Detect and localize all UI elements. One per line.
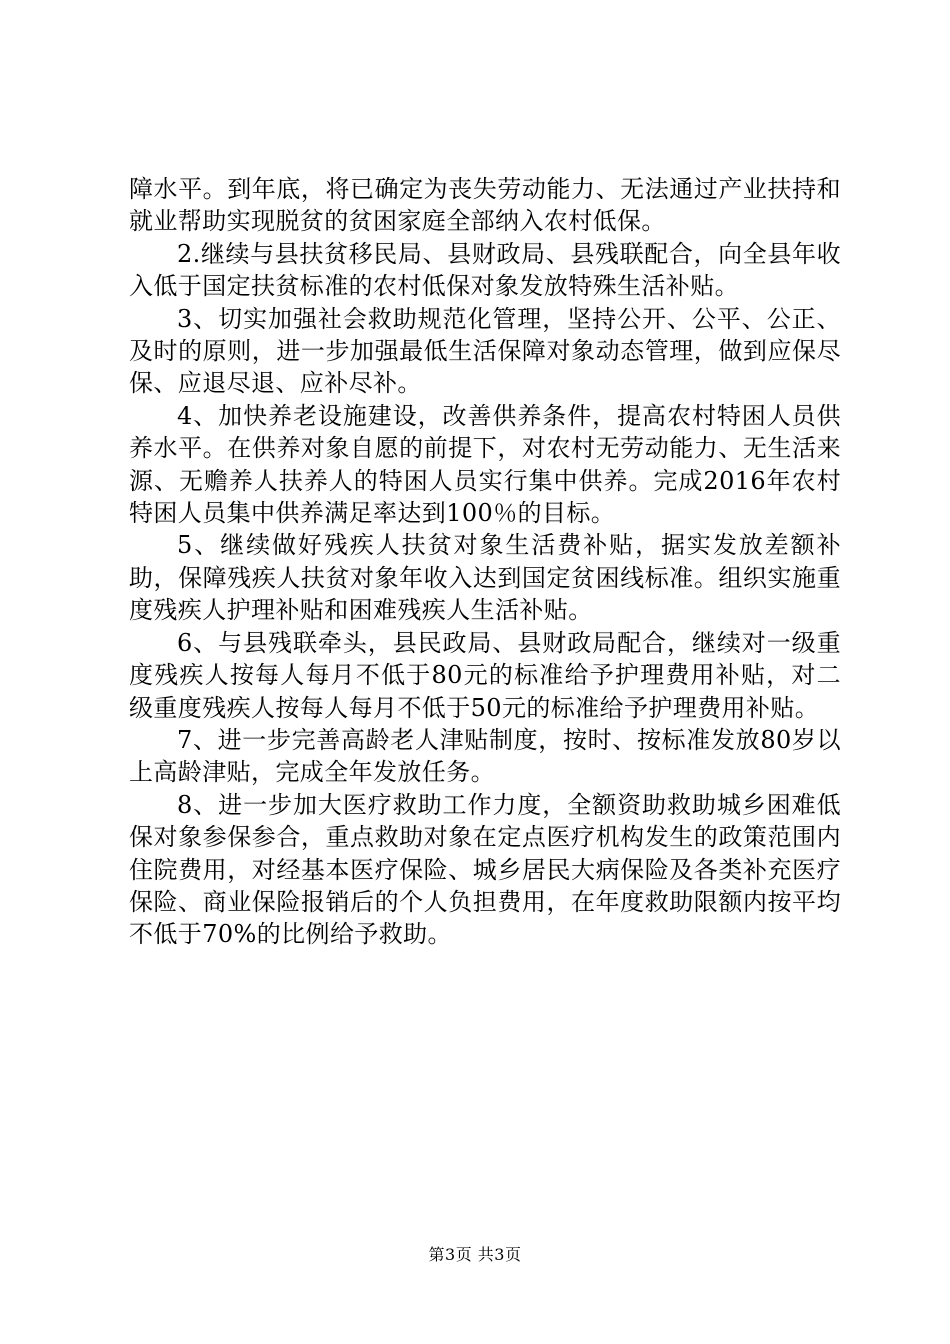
document-body xyxy=(129,173,841,951)
paragraph-continuation: 障水平。到年底，将已确定为丧失劳动能力、无法通过产业扶持和就业帮助实现脱贫的贫困家庭全部纳入农村低保。 xyxy=(129,175,841,236)
paragraph-item-3: 3、切实加强社会救助规范化管理，坚持公开、公平、公正、及时的原则，进一步加强最低生活保障对象动态管理，做到应保尽保、应退尽退、应补尽补。 xyxy=(129,304,841,398)
page-footer: 第3页 共3页 xyxy=(428,1245,522,1264)
paragraph-item-6: 6、与县残联牵头，县民政局、县财政局配合，继续对一级重度残疾人按每人每月不低于80元的标准给予护理费用补贴，对二级重度残疾人按每人每月不低于50元的标准给予护理费用补贴。 xyxy=(129,628,841,722)
paragraph-item-2: 2.继续与县扶贫移民局、县财政局、县残联配合，向全县年收入低于国定扶贫标准的农村低保对象发放特殊生活补贴。 xyxy=(129,239,841,301)
paragraph-item-8: 8、进一步加大医疗救助工作力度，全额资助救助城乡困难低保对象参保参合，重点救助对象在定点医疗机构发生的政策范围内住院费用，对经基本医疗保险、城乡居民大病保险及各类补充医疗保险、商业保险报销后的个人负担费用，在年度救助限额内按平均不低于70%的比例给予救助。 xyxy=(129,790,841,949)
paragraph-item-4: 4、加快养老设施建设，改善供养条件，提高农村特困人员供养水平。在供养对象自愿的前提下，对农村无劳动能力、无生活来源、无赡养人扶养人的特困人员实行集中供养。完成2016年农村特困人员集中供养满足率达到100％的目标。 xyxy=(129,401,841,528)
paragraph-item-7: 7、进一步完善高龄老人津贴制度，按时、按标准发放80岁以上高龄津贴，完成全年发放任务。 xyxy=(129,725,841,787)
paragraph-item-5: 5、继续做好残疾人扶贫对象生活费补贴，据实发放差额补助，保障残疾人扶贫对象年收入达到国定贫困线标准。组织实施重度残疾人护理补贴和困难残疾人生活补贴。 xyxy=(129,531,841,625)
